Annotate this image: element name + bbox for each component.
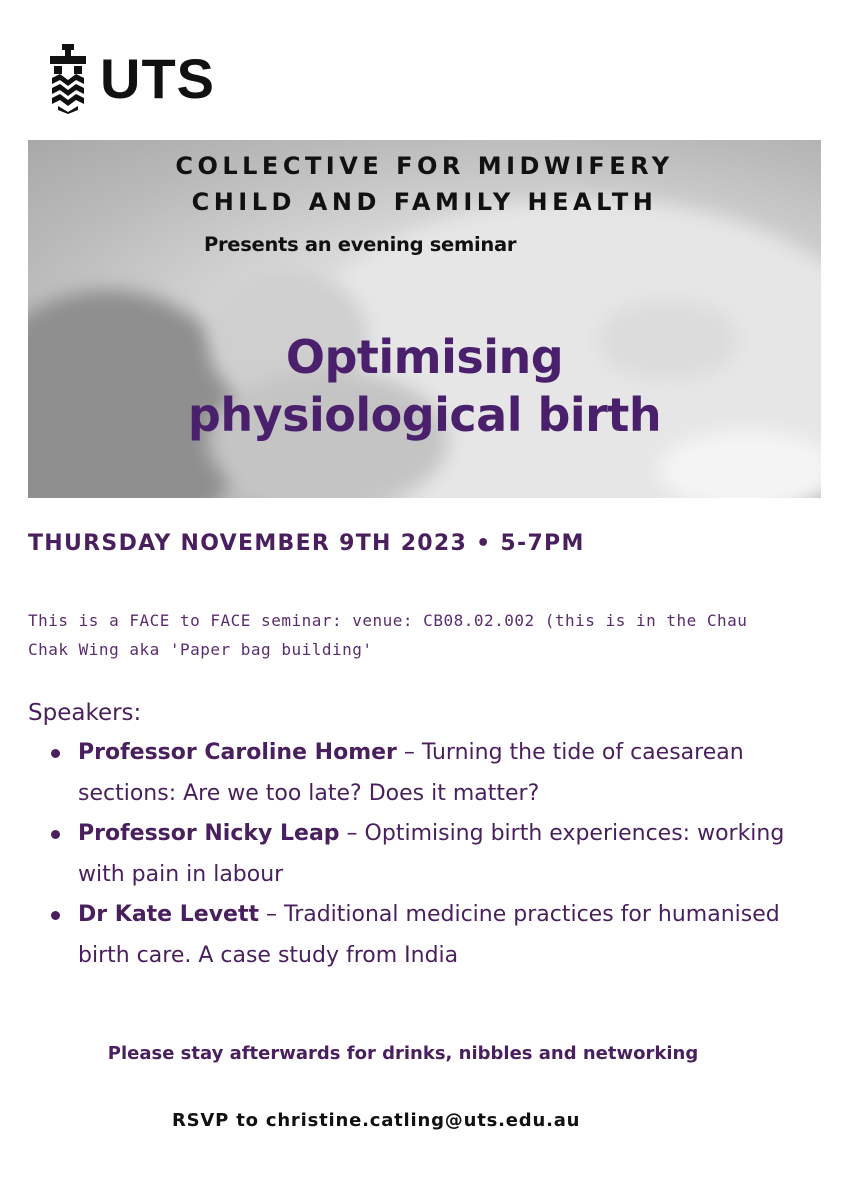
speakers-heading: Speakers: [28, 700, 142, 726]
collective-heading [28, 148, 821, 220]
collective-line-1: COLLECTIVE FOR MIDWIFERY [175, 152, 674, 180]
speakers-list [48, 733, 808, 976]
uts-crest-icon [48, 44, 88, 114]
title-line-1: Optimising [285, 330, 564, 384]
collective-line-2: CHILD AND FAMILY HEALTH [191, 188, 658, 216]
event-date: THURSDAY NOVEMBER 9TH 2023 • 5-7PM [28, 531, 585, 556]
speaker-item [48, 733, 808, 814]
speaker-name: Dr Kate Levett [78, 902, 259, 927]
drinks-note: Please stay afterwards for drinks, nibbles and networking [107, 1043, 699, 1064]
presents-subtitle: Presents an evening seminar [204, 233, 517, 256]
seminar-title [28, 328, 821, 444]
rsvp-contact[interactable]: RSVP to christine.catling@uts.edu.au [172, 1110, 581, 1131]
speaker-talk: – Optimising birth experiences: working with pain in labour [78, 821, 785, 887]
speaker-item [48, 814, 808, 895]
speaker-name: Professor Nicky Leap [78, 821, 340, 846]
logo-text: UTS [100, 47, 215, 110]
speaker-name: Professor Caroline Homer [78, 740, 397, 765]
title-line-2: physiological birth [187, 388, 662, 442]
venue-info: This is a FACE to FACE seminar: venue: CB08.02.002 (this is in the Chau Chak Wing aka 'Paper bag building' [28, 611, 748, 659]
speaker-item [48, 895, 808, 976]
speaker-talk: – Turning the tide of caesarean sections: Are we too late? Does it matter? [78, 740, 744, 806]
uts-logo [48, 44, 215, 114]
hero-banner [28, 140, 821, 498]
speaker-talk: – Traditional medicine practices for humanised birth care. A case study from India [78, 902, 780, 968]
